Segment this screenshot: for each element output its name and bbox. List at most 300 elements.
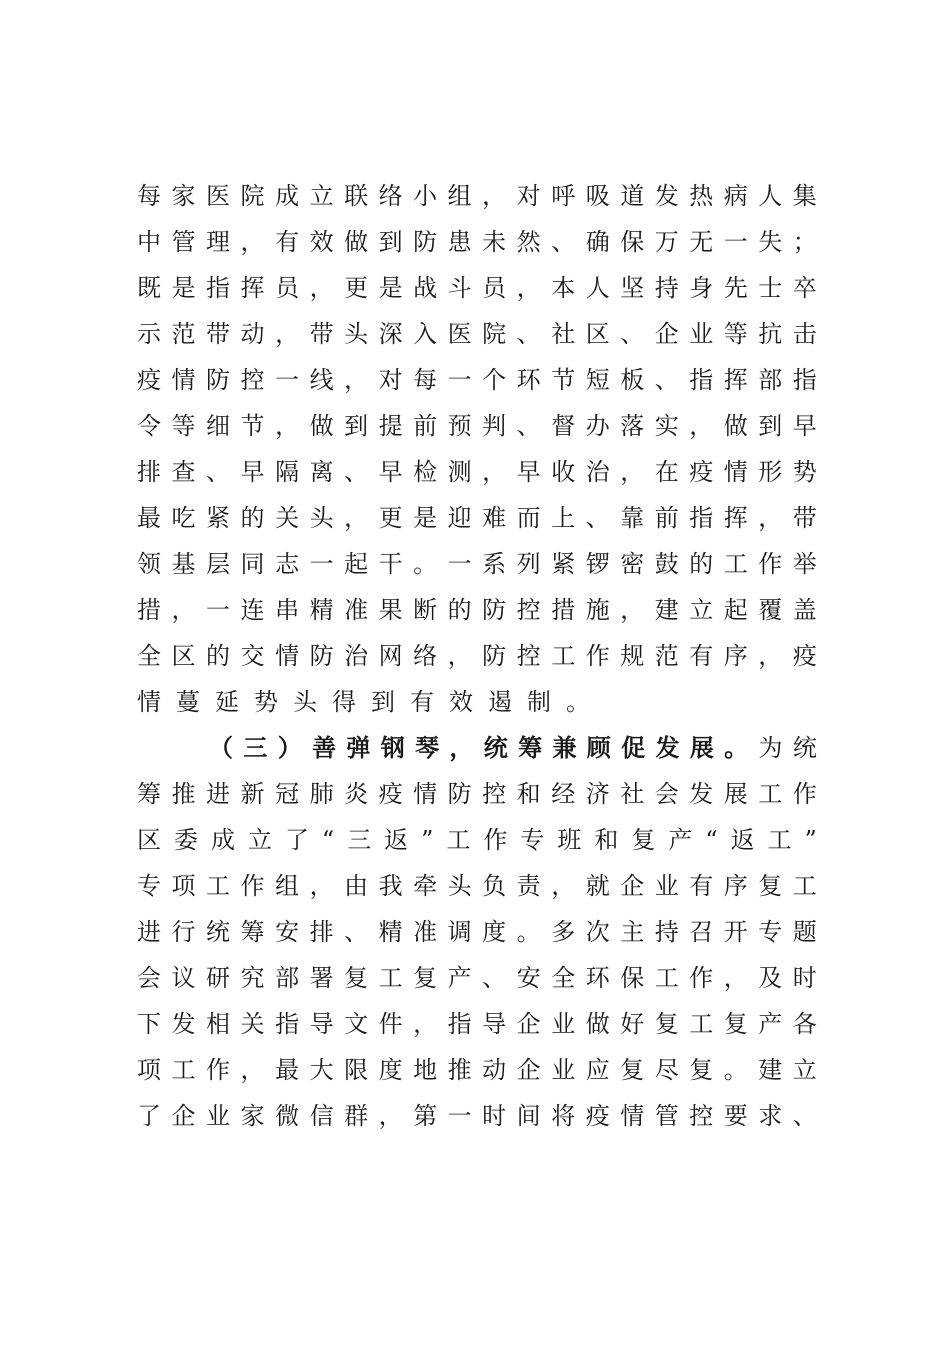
text-char: 起 <box>344 550 369 578</box>
text-char: 复 <box>413 964 438 992</box>
text-char: 群 <box>344 1102 369 1130</box>
text-char: 和 <box>516 780 541 808</box>
text-char: 防 <box>206 366 231 394</box>
text-char: ， <box>516 274 541 302</box>
text-char: 示 <box>137 320 161 348</box>
text-char: 令 <box>137 412 161 440</box>
text-line <box>137 226 817 258</box>
text-char: 范 <box>654 642 679 670</box>
text-char: 业 <box>551 1010 576 1038</box>
text-char: 作 <box>689 964 714 992</box>
text-char: 难 <box>482 504 507 532</box>
text-char: 保 <box>620 228 645 256</box>
text-char: 而 <box>516 504 541 532</box>
text-char: 推 <box>447 1056 472 1084</box>
text-char: 到 <box>344 412 369 440</box>
text-char: 工 <box>378 964 403 992</box>
text-char: 板 <box>620 366 645 394</box>
text-char: 大 <box>309 1056 334 1084</box>
text-char: 好 <box>620 1010 645 1038</box>
text-char: 成 <box>210 826 235 854</box>
text-char: 管 <box>171 228 196 256</box>
text-char: 委 <box>173 826 198 854</box>
text-char: 早 <box>516 458 541 486</box>
text-char: 层 <box>206 550 231 578</box>
text-char: 会 <box>654 780 679 808</box>
text-char: 、 <box>792 1102 817 1130</box>
text-char: ， <box>447 642 472 670</box>
text-char: 关 <box>240 1010 265 1038</box>
text-char: 断 <box>413 596 438 624</box>
text-char: 精 <box>309 596 334 624</box>
text-char: 系 <box>482 550 507 578</box>
text-char: 呼 <box>551 182 576 210</box>
text-char: 专 <box>758 918 783 946</box>
text-char: ， <box>378 1102 403 1130</box>
text-char: ， <box>344 366 369 394</box>
text-char: 未 <box>482 228 507 256</box>
text-char: 文 <box>344 1010 369 1038</box>
text-char: 失 <box>758 228 783 256</box>
text-char: 三 <box>347 826 372 854</box>
text-char: 兼 <box>552 733 577 762</box>
text-char: 产 <box>447 964 472 992</box>
text-char: 区 <box>171 642 196 670</box>
text-char: 办 <box>585 412 610 440</box>
text-char: ， <box>344 504 369 532</box>
text-char: ， <box>758 642 783 670</box>
text-char: 院 <box>482 320 507 348</box>
text-char: 业 <box>206 1102 231 1130</box>
text-char: 一 <box>447 550 472 578</box>
text-char: 持 <box>654 918 679 946</box>
text-char: 家 <box>171 182 196 210</box>
text-char: 复 <box>344 964 369 992</box>
text-char: ， <box>240 1056 265 1084</box>
text-char: 吃 <box>171 504 196 532</box>
text-char: 业 <box>689 320 714 348</box>
text-char: 统 <box>483 733 508 762</box>
text-char: 展 <box>723 780 748 808</box>
text-line <box>137 594 817 626</box>
text-char: 。 <box>413 550 438 578</box>
text-char: 集 <box>792 182 817 210</box>
text-char: 企 <box>516 1010 541 1038</box>
text-char: 进 <box>206 780 231 808</box>
text-char: 预 <box>447 412 472 440</box>
text-char: 工 <box>551 642 576 670</box>
text-line <box>137 1008 817 1040</box>
text-char: 作 <box>240 872 265 900</box>
text-char: 做 <box>723 412 748 440</box>
text-char: 序 <box>723 872 748 900</box>
text-char: 细 <box>206 412 231 440</box>
text-char: 立 <box>689 596 714 624</box>
text-line <box>137 272 817 304</box>
text-char: 盖 <box>792 596 817 624</box>
text-char: 社 <box>551 320 576 348</box>
text-char: ， <box>309 872 334 900</box>
text-char: 收 <box>551 458 576 486</box>
text-char: 、 <box>206 458 231 486</box>
text-char: 发 <box>655 733 680 762</box>
text-char: 覆 <box>758 596 783 624</box>
text-char: 立 <box>309 182 334 210</box>
text-char: 应 <box>585 1056 610 1084</box>
text-line <box>137 640 817 672</box>
text-char: 求 <box>758 1102 783 1130</box>
text-char: 节 <box>551 366 576 394</box>
text-char: 节 <box>240 412 265 440</box>
text-char: 效 <box>309 228 334 256</box>
text-char: 要 <box>723 1102 748 1130</box>
text-char: 领 <box>137 550 161 578</box>
text-char: 企 <box>171 1102 196 1130</box>
text-char: 动 <box>482 1056 507 1084</box>
text-char: 更 <box>378 504 403 532</box>
text-char: 全 <box>551 964 576 992</box>
text-char: 筹 <box>137 780 161 808</box>
text-char: 员 <box>482 274 507 302</box>
text-char: 既 <box>137 274 161 302</box>
text-char: 立 <box>792 1056 817 1084</box>
text-char: 关 <box>275 504 300 532</box>
text-char: 部 <box>758 366 783 394</box>
text-char: 疫 <box>689 458 714 486</box>
text-char: ， <box>449 733 474 762</box>
text-char: 的 <box>206 642 231 670</box>
text-char: 带 <box>206 320 231 348</box>
text-char: 社 <box>620 780 645 808</box>
text-char: 疫 <box>585 1102 610 1130</box>
text-line <box>137 502 817 534</box>
text-char: 人 <box>585 274 610 302</box>
text-char: 工 <box>767 826 792 854</box>
text-char: 抗 <box>758 320 783 348</box>
text-char: 迎 <box>447 504 472 532</box>
text-line <box>137 364 817 396</box>
text-char: 挥 <box>240 274 265 302</box>
text-char: 连 <box>240 596 265 624</box>
text-char: 控 <box>516 596 541 624</box>
text-char: 热 <box>689 182 714 210</box>
text-char: 入 <box>413 320 438 348</box>
text-char: 形 <box>758 458 783 486</box>
text-char: ， <box>551 872 576 900</box>
text-char: 控 <box>516 642 541 670</box>
text-char: 测 <box>447 458 472 486</box>
text-char: 做 <box>344 228 369 256</box>
text-char: ， <box>482 182 507 210</box>
text-char: 区 <box>137 826 161 854</box>
text-char: 返 <box>384 826 409 854</box>
text-char: 了 <box>284 826 309 854</box>
text-char: 指 <box>792 366 817 394</box>
text-char: 情 <box>413 780 438 808</box>
text-char: 。 <box>724 733 749 762</box>
text-char: 工 <box>446 826 471 854</box>
text-char: 情 <box>723 458 748 486</box>
text-char: 早 <box>792 412 817 440</box>
text-char: 、 <box>344 458 369 486</box>
text-char: 排 <box>137 458 161 486</box>
text-char: 络 <box>378 182 403 210</box>
text-char: 落 <box>620 412 645 440</box>
text-char: 发 <box>654 182 679 210</box>
text-char: 进 <box>137 918 161 946</box>
text-char: 时 <box>482 1102 507 1130</box>
text-char: 企 <box>620 872 645 900</box>
text-char: 起 <box>723 596 748 624</box>
text-char: 作 <box>758 550 783 578</box>
text-char: 专 <box>520 826 545 854</box>
text-char: 无 <box>689 228 714 256</box>
text-char: 中 <box>137 228 161 256</box>
text-char: 指 <box>206 274 231 302</box>
text-char: 病 <box>723 182 748 210</box>
text-char: 作 <box>585 642 610 670</box>
text-char: 志 <box>275 550 300 578</box>
text-char: 组 <box>275 872 300 900</box>
text-char: 线 <box>309 366 334 394</box>
text-char: 是 <box>378 274 403 302</box>
text-line <box>137 778 817 810</box>
text-char: 了 <box>137 1102 161 1130</box>
text-char: 复 <box>620 1056 645 1084</box>
text-char: 统 <box>206 918 231 946</box>
text-char: 各 <box>792 1010 817 1038</box>
body-text <box>137 180 817 1146</box>
text-char: 本 <box>551 274 576 302</box>
text-char: 署 <box>309 964 334 992</box>
text-char: 安 <box>275 918 300 946</box>
text-char: 锣 <box>585 550 610 578</box>
text-char: 题 <box>792 918 817 946</box>
text-char: 琴 <box>415 733 440 762</box>
text-char: 企 <box>654 320 679 348</box>
text-char: 医 <box>206 182 231 210</box>
text-char: ， <box>275 320 300 348</box>
text-char: 间 <box>516 1102 541 1130</box>
text-char: 弹 <box>346 733 371 762</box>
text-char: 我 <box>378 872 403 900</box>
text-char: 发 <box>171 1010 196 1038</box>
text-char: （ <box>209 733 233 762</box>
text-char: 坚 <box>620 274 645 302</box>
text-char: 相 <box>206 1010 231 1038</box>
text-char: 导 <box>482 1010 507 1038</box>
text-char: 统 <box>792 734 817 762</box>
text-char: 吸 <box>585 182 610 210</box>
text-char: 工 <box>792 872 817 900</box>
text-char: 早 <box>378 458 403 486</box>
text-char: 紧 <box>551 550 576 578</box>
text-char: 规 <box>620 642 645 670</box>
text-char: 到 <box>758 412 783 440</box>
text-line <box>137 962 817 994</box>
text-char: 挥 <box>723 504 748 532</box>
text-char: 一 <box>723 228 748 256</box>
text-char: 、 <box>654 366 679 394</box>
text-char: 前 <box>654 504 679 532</box>
text-char: ” <box>421 826 434 854</box>
text-char: 持 <box>654 274 679 302</box>
text-char: 区 <box>585 320 610 348</box>
text-char: 环 <box>585 964 610 992</box>
text-char: 小 <box>413 182 438 210</box>
text-char: 疫 <box>378 780 403 808</box>
text-char: 指 <box>447 1010 472 1038</box>
text-char: 然 <box>516 228 541 256</box>
text-char: ， <box>240 228 265 256</box>
text-char: 多 <box>551 918 576 946</box>
text-char: 会 <box>137 964 161 992</box>
text-char: 度 <box>378 1056 403 1084</box>
text-char: 微 <box>275 1102 300 1130</box>
text-char: 每 <box>413 366 438 394</box>
text-char: 建 <box>654 596 679 624</box>
text-char: 斗 <box>447 274 472 302</box>
text-char: 治 <box>344 642 369 670</box>
text-char: 产 <box>758 1010 783 1038</box>
text-char: 先 <box>723 274 748 302</box>
text-char: 万 <box>654 228 679 256</box>
text-char: 限 <box>344 1056 369 1084</box>
text-char: 员 <box>275 274 300 302</box>
text-char: 、 <box>516 412 541 440</box>
text-char: 前 <box>413 412 438 440</box>
text-char: 保 <box>620 964 645 992</box>
text-line <box>137 180 817 212</box>
text-char: 一 <box>275 366 300 394</box>
text-char: 项 <box>137 1056 161 1084</box>
section-heading-line <box>137 732 817 764</box>
text-char: 肺 <box>309 780 334 808</box>
text-char: 对 <box>378 366 403 394</box>
text-char: ， <box>758 504 783 532</box>
text-char: 业 <box>551 1056 576 1084</box>
text-char: 议 <box>171 964 196 992</box>
text-char: 有 <box>689 872 714 900</box>
text-char: ， <box>689 412 714 440</box>
text-char: 筹 <box>240 918 265 946</box>
text-char: 班 <box>557 826 582 854</box>
text-char: 基 <box>171 550 196 578</box>
text-char: 、 <box>551 228 576 256</box>
text-char: 网 <box>378 642 403 670</box>
text-char: “ <box>705 826 718 854</box>
text-char: 施 <box>585 596 610 624</box>
text-char: 项 <box>171 872 196 900</box>
text-char: 工 <box>723 550 748 578</box>
text-char: 炎 <box>344 780 369 808</box>
text-char: 顾 <box>586 733 611 762</box>
text-char: ， <box>413 1010 438 1038</box>
text-char: 冠 <box>275 780 300 808</box>
text-char: 举 <box>792 550 817 578</box>
text-char: 工 <box>171 1056 196 1084</box>
text-char: 第 <box>413 1102 438 1130</box>
text-char: 工 <box>654 964 679 992</box>
text-char: ， <box>620 596 645 624</box>
text-char: 安 <box>516 964 541 992</box>
text-char: 带 <box>792 504 817 532</box>
text-char: 每 <box>137 182 161 210</box>
text-char: 是 <box>413 504 438 532</box>
text-char: 召 <box>689 918 714 946</box>
text-char: ； <box>792 228 817 256</box>
text-char: 查 <box>171 458 196 486</box>
text-char: 身 <box>689 274 714 302</box>
text-char: 院 <box>240 182 265 210</box>
text-char: 环 <box>516 366 541 394</box>
text-char: 、 <box>585 504 610 532</box>
text-char: 家 <box>240 1102 265 1130</box>
text-char: 到 <box>378 228 403 256</box>
text-char: 成 <box>275 182 300 210</box>
text-char: 道 <box>620 182 645 210</box>
text-char: 指 <box>689 366 714 394</box>
text-char: 情 <box>171 366 196 394</box>
text-char: 一 <box>309 550 334 578</box>
text-char: 次 <box>585 918 610 946</box>
text-char: 序 <box>723 642 748 670</box>
text-char: 指 <box>689 504 714 532</box>
text-char: 是 <box>171 274 196 302</box>
text-char: 、 <box>516 320 541 348</box>
text-char: 隔 <box>275 458 300 486</box>
text-char: 专 <box>137 872 161 900</box>
text-char: 挥 <box>723 366 748 394</box>
text-char: 济 <box>585 780 610 808</box>
text-char: 建 <box>758 1056 783 1084</box>
text-char: 防 <box>413 228 438 256</box>
text-line <box>137 456 817 488</box>
text-char: 有 <box>275 228 300 256</box>
text-char: ， <box>171 596 196 624</box>
text-line <box>137 824 817 856</box>
text-char: 度 <box>482 918 507 946</box>
text-char: 业 <box>654 872 679 900</box>
text-char: 推 <box>171 780 196 808</box>
text-char: 的 <box>240 504 265 532</box>
text-char: 情 <box>620 1102 645 1130</box>
text-char: 的 <box>447 596 472 624</box>
text-char: 早 <box>240 458 265 486</box>
text-line <box>137 870 817 902</box>
text-char: 最 <box>137 504 161 532</box>
text-char: 对 <box>516 182 541 210</box>
text-char: 管 <box>654 1102 679 1130</box>
text-char: 复 <box>689 1056 714 1084</box>
text-char: 发 <box>689 780 714 808</box>
text-char: 动 <box>240 320 265 348</box>
text-char: 等 <box>171 412 196 440</box>
text-char: 。 <box>723 1056 748 1084</box>
text-char: 件 <box>378 1010 403 1038</box>
text-char: 络 <box>413 642 438 670</box>
text-char: 范 <box>171 320 196 348</box>
text-char: 个 <box>482 366 507 394</box>
text-char: 做 <box>585 1010 610 1038</box>
text-char: 果 <box>378 596 403 624</box>
text-char: ） <box>277 733 302 762</box>
text-char: 组 <box>447 182 472 210</box>
text-char: 促 <box>621 733 646 762</box>
text-char: 战 <box>413 274 438 302</box>
text-char: 等 <box>723 320 748 348</box>
text-char: 确 <box>585 228 610 256</box>
